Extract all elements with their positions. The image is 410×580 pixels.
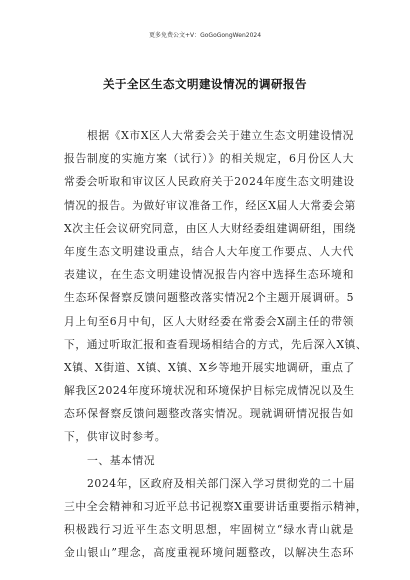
paragraph-1-line: 报告制度的实施方案（试行）》的相关规定，6月份区人大	[64, 152, 354, 166]
paragraph-1-line: X镇、X街道、X镇、X镇、X乡等地开展实地调研，重点了	[64, 360, 355, 374]
paragraph-1-line: 常委会听取和审议区人民政府关于2024年度生态文明建设	[64, 175, 355, 189]
document-body	[64, 124, 368, 565]
paragraph-1-line: X次主任会议研究同意，由区人大财经委组建调研组，围绕	[64, 221, 356, 235]
paragraph-1-line: 下，通过听取汇报和查看现场相结合的方式，先后深入X镇、	[64, 337, 368, 351]
paragraph-1-line: 态环保督察反馈问题整改落实情况。现就调研情况报告如	[64, 407, 354, 421]
paragraph-1-line: 情况的报告。为做好审议准备工作，经区X届人大常委会第	[64, 198, 356, 212]
paragraph-2-line: 三中全会精神和习近平总书记视察X重要讲话重要指示精神，	[64, 500, 368, 513]
section-heading: 一、基本情况	[87, 453, 156, 467]
paragraph-2-line: 积极践行习近平生态文明思想，牢固树立“绿水青山就是	[64, 523, 354, 537]
paragraph-1-line: 月上旬至6月中旬，区人大财经委在常委会X副主任的带领	[64, 314, 354, 328]
paragraph-2-line: 金山银山”理念，高度重视环境问题整改，以解决生态环	[64, 546, 354, 560]
paragraph-1-line: 生态环保督察反馈问题整改落实情况2个主题开展调研。5	[64, 291, 354, 305]
paragraph-2-line: 2024年，区政府及相关部门深入学习贯彻党的二十届	[87, 476, 355, 490]
paragraph-1-line: 表建议，在生态文明建设情况报告内容中选择生态环境和	[64, 268, 354, 282]
header-note: 更多免费公文+V：GoGoGongWen2024	[148, 32, 262, 39]
document-title: 关于全区生态文明建设情况的调研报告	[103, 77, 307, 91]
paragraph-1-line: 根据《X市X区人大常委会关于建立生态文明建设情况	[87, 129, 354, 142]
paragraph-1-line: 年度生态文明建设重点，结合人大年度工作要点、人大代	[64, 244, 354, 258]
paragraph-1-line: 解我区2024年度环境状况和环境保护目标完成情况以及生	[64, 384, 355, 398]
paragraph-1-line: 下，供审议时参考。	[64, 430, 167, 444]
